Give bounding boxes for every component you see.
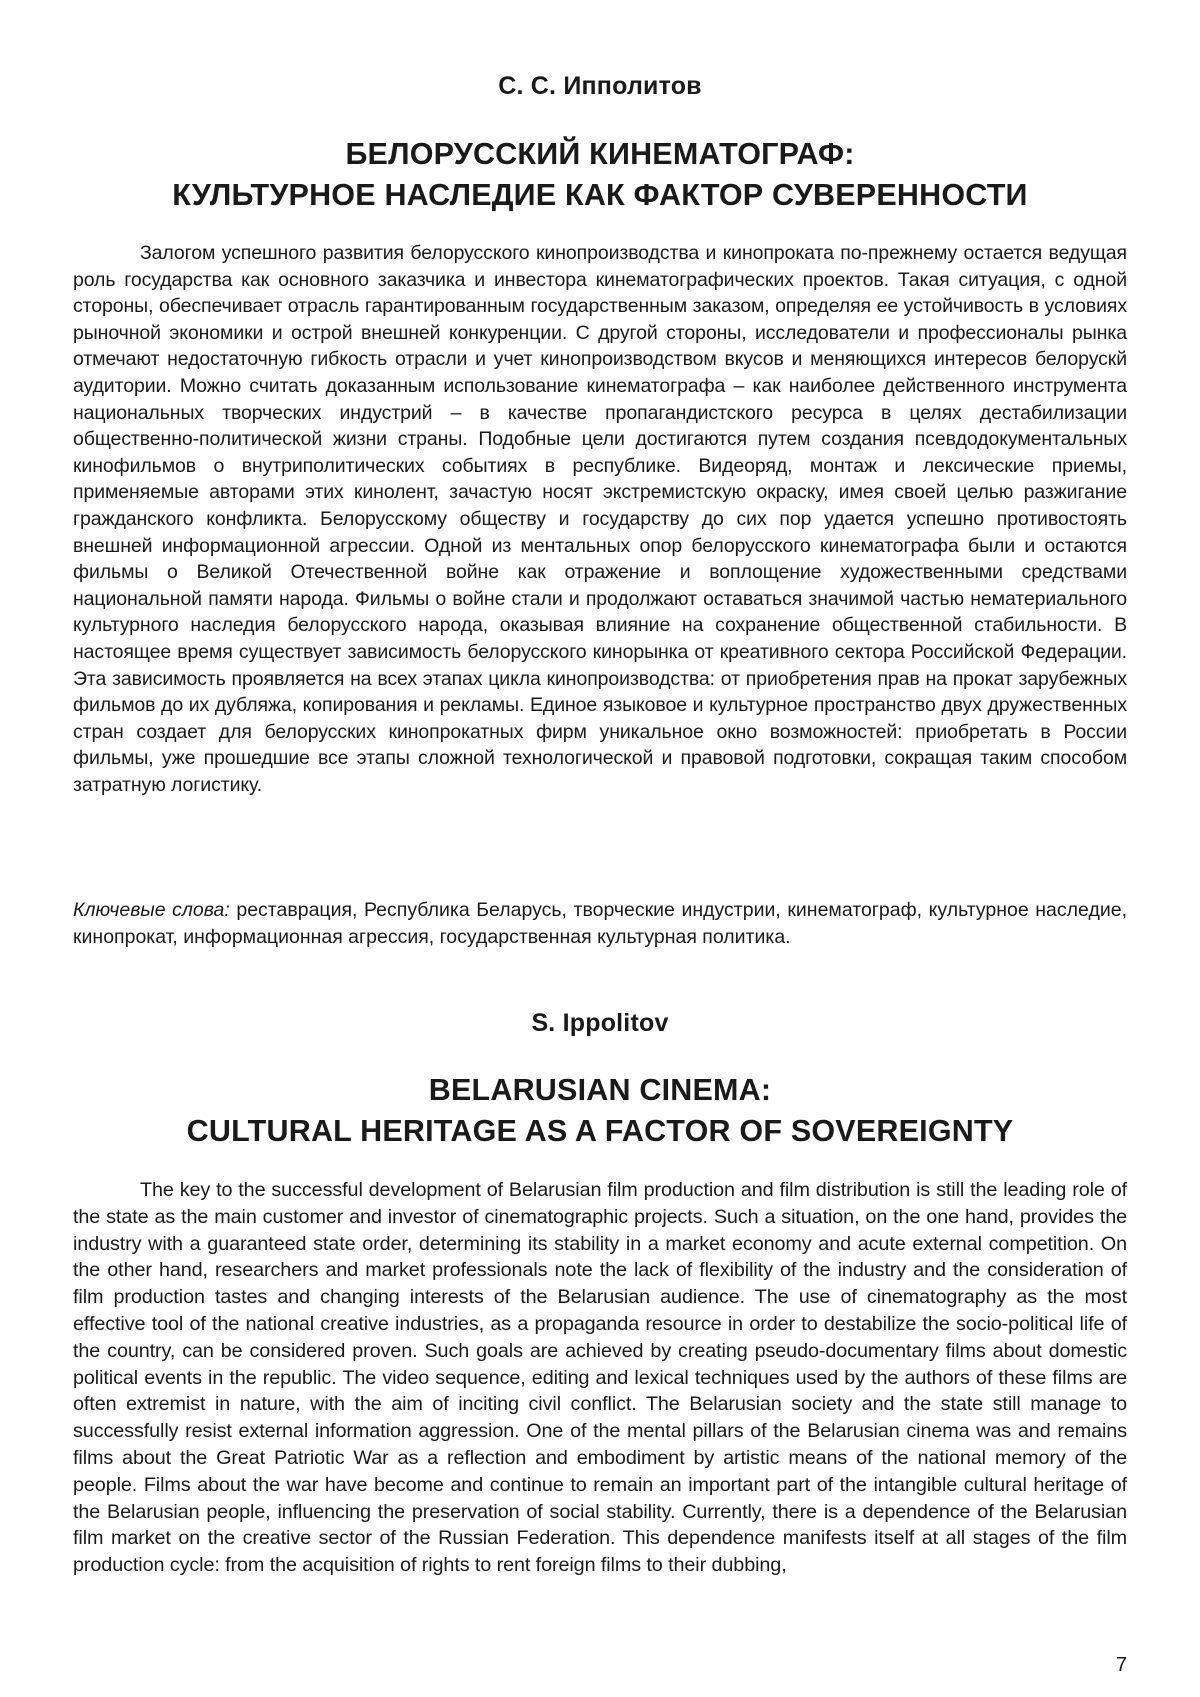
page-number: 7 <box>1115 1654 1127 1676</box>
ru-keywords <box>73 897 1127 951</box>
en-abstract <box>73 1177 1127 1579</box>
en-title-line-2: CULTURAL HERITAGE AS A FACTOR OF SOVEREIGNTY <box>186 1114 1014 1148</box>
ru-title-line-1: БЕЛОРУССКИЙ КИНЕМАТОГРАФ: <box>345 137 855 171</box>
ru-title <box>73 134 1127 216</box>
ru-keywords-label: Ключевые слова: <box>73 899 230 921</box>
ru-title-line-2: КУЛЬТУРНОЕ НАСЛЕДИЕ КАК ФАКТОР СУВЕРЕННОСТИ <box>172 178 1028 212</box>
en-abstract-paragraph: The key to the successful development of Belarusian film production and film distribution is still the leading role of the state as the main customer and investor of cinematographic projects. Such a situation, on the one hand, provides the industry with a guaranteed state order, determining its stability in a market economy and acute external competition. On the other hand, researchers and market professionals note the lack of flexibility of the industry and the consideration of film production tastes and changing interests of the Belarusian audience. The use of cinematography as the most effective tool of the national creative industries, as a propaganda resource in order to destabilize the socio-political life of the country, can be considered proven. Such goals are achieved by creating pseudo-documentary films about domestic political events in the republic. The video sequence, editing and lexical techniques used by the authors of these films are often extremist in nature, with the aim of inciting civil conflict. The Belarusian society and the state still manage to successfully resist external information aggression. One of the mental pillars of the Belarusian cinema was and remains films about the Great Patriotic War as a reflection and embodiment by artistic means of the national memory of the people. Films about the war have become and continue to remain an important part of the intangible cultural heritage of the Belarusian people, influencing the preservation of social stability. Currently, there is a dependence of the Belarusian film market on the creative sector of the Russian Federation. This dependence manifests itself at all stages of the film production cycle: from the acquisition of rights to rent foreign films to their dubbing, <box>73 1179 1127 1577</box>
ru-abstract <box>73 240 1127 798</box>
ru-keywords-list: реставрация, Республика Беларусь, творческие индустрии, кинематограф, культурное наследие, кинопрокат, информационная агрессия, государственная культурная политика. <box>73 899 1127 948</box>
en-title <box>73 1070 1127 1152</box>
en-author: S. Ippolitov <box>531 1009 669 1037</box>
ru-author: С. С. Ипполитов <box>498 72 702 100</box>
en-title-line-1: BELARUSIAN CINEMA: <box>428 1073 772 1107</box>
ru-abstract-paragraph: Залогом успешного развития белорусского кинопроизводства и кинопроката по-прежнему остается ведущая роль государства как основного заказчика и инвестора кинематографических проектов. Такая ситуация, с одной стороны, обеспечивает отрасль гарантированным государственным заказом, определяя ее устойчивость в условиях рыночной экономики и острой внешней конкуренции. С другой стороны, исследователи и профессионалы рынка отмечают недостаточную гибкость отрасли и учет кинопроизводством вкусов и меняющихся интересов белорускй аудитории. Можно считать доказанным использование кинематографа – как наиболее действенного инструмента национальных творческих индустрий – в качестве пропагандистского ресурса в целях дестабилизации общественно-политической жизни страны. Подобные цели достигаются путем создания псевдодокументальных кинофильмов о внутриполитических событиях в республике. Видеоряд, монтаж и лексические приемы, применяемые авторами этих кинолент, зачастую носят экстремистскую окраску, имея своей целью разжигание гражданского конфликта. Белорусскому обществу и государству до сих пор удается успешно противостоять внешней информационной агрессии. Одной из ментальных опор белорусского кинематографа были и остаются фильмы о Великой Отечественной войне как отражение и воплощение художественными средствами национальной памяти народа. Фильмы о войне стали и продолжают оставаться значимой частью нематериального культурного наследия белорусского народа, оказывая влияние на сохранение общественной стабильности. В настоящее время существует зависимость белорусского кинорынка от креативного сектора Российской Федерации. Эта зависимость проявляется на всех этапах цикла кинопроизводства: от приобретения прав на прокат зарубежных фильмов до их дубляжа, копирования и рекламы. Единое языковое и культурное пространство двух дружественных стран создает для белорусских кинопрокатных фирм уникальное окно возможностей: приобретать в России фильмы, уже прошедшие все этапы сложной технологической и правовой подготовки, сокращая таким способом затратную логистику. <box>73 242 1127 796</box>
document-page <box>73 0 1127 1697</box>
